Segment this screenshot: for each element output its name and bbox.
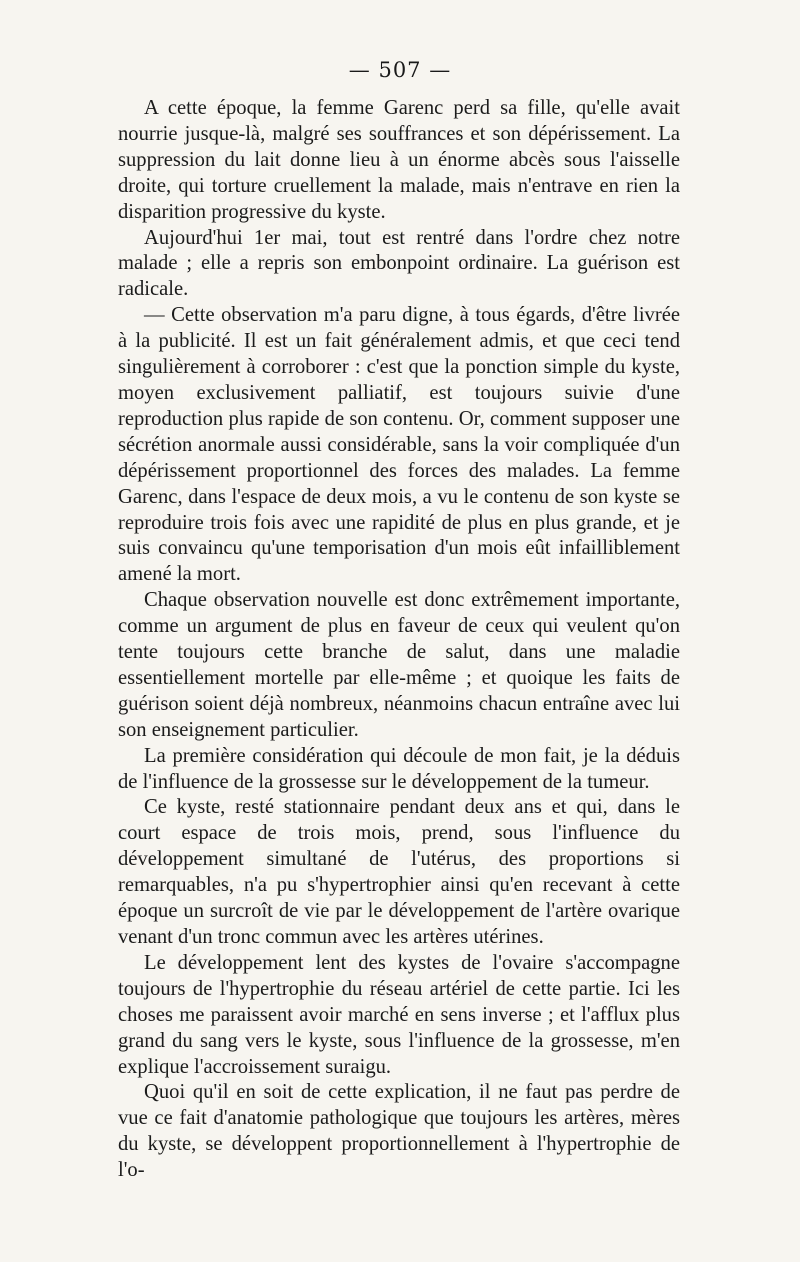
paragraph: — Cette observation m'a paru digne, à tous égards, d'être livrée à la publicité. Il est un fait généralement admis, et que ceci tend singulièrement à corroborer : c'est que la ponction simple du kyste, moyen exclusivement palliatif, est toujours suivie d'une reproduction plus rapide de son contenu. Or, comment supposer une sécrétion anormale aussi considérable, sans la voir compliquée d'un dépérissement proportionnel des forces des malades. La femme Garenc, dans l'espace de deux mois, a vu le contenu de son kyste se reproduire trois fois avec une rapidité de plus en plus grande, et je suis convaincu qu'une temporisation d'un mois eût infailliblement amené la mort. <box>118 304 680 586</box>
paragraph: Aujourd'hui 1er mai, tout est rentré dans l'ordre chez notre malade ; elle a repris son embonpoint ordinaire. La guérison est radicale. <box>118 226 680 301</box>
paragraph: Ce kyste, resté stationnaire pendant deux ans et qui, dans le court espace de trois mois, prend, sous l'influence du développement simultané de l'utérus, des proportions si remarquables, n'a pu s'hypertrophier ainsi qu'en recevant à cette époque un surcroît de vie par le développement de l'artère ovarique venant d'un tronc commun avec les artères utérines. <box>118 796 680 948</box>
paragraph: Chaque observation nouvelle est donc extrêmement importante, comme un argument de plus en faveur de ceux qui veulent qu'on tente toujours cette branche de salut, dans une maladie essentiellement mortelle par elle-même ; et quoique les faits de guérison soient déjà nombreux, néanmoins chacun entraîne avec lui son enseignement particulier. <box>118 589 680 741</box>
paragraph: Quoi qu'il en soit de cette explication, il ne faut pas perdre de vue ce fait d'anatomie pathologique que toujours les artères, mères du kyste, se développent proportionnellement à l'hypertrophie de l'o- <box>118 1081 680 1182</box>
paragraph: A cette époque, la femme Garenc perd sa fille, qu'elle avait nourrie jusque-là, malgré ses souffrances et son dépérissement. La suppression du lait donne lieu à un énorme abcès sous l'aisselle droite, qui torture cruellement la malade, mais n'entrave en rien la disparition progressive du kyste. <box>118 97 680 223</box>
paragraph: Le développement lent des kystes de l'ovaire s'accompagne toujours de l'hypertrophie du réseau artériel de cette partie. Ici les choses me paraissent avoir marché en sens inverse ; et l'afflux plus grand du sang vers le kyste, sous l'influence de la grossesse, m'en explique l'accroissement suraigu. <box>118 951 680 1078</box>
paragraph: La première considération qui découle de mon fait, je la déduis de l'influence de la grossesse sur le développement de la tumeur. <box>118 744 680 793</box>
body-text <box>118 96 680 1184</box>
page-number: — 507 — <box>348 58 452 82</box>
